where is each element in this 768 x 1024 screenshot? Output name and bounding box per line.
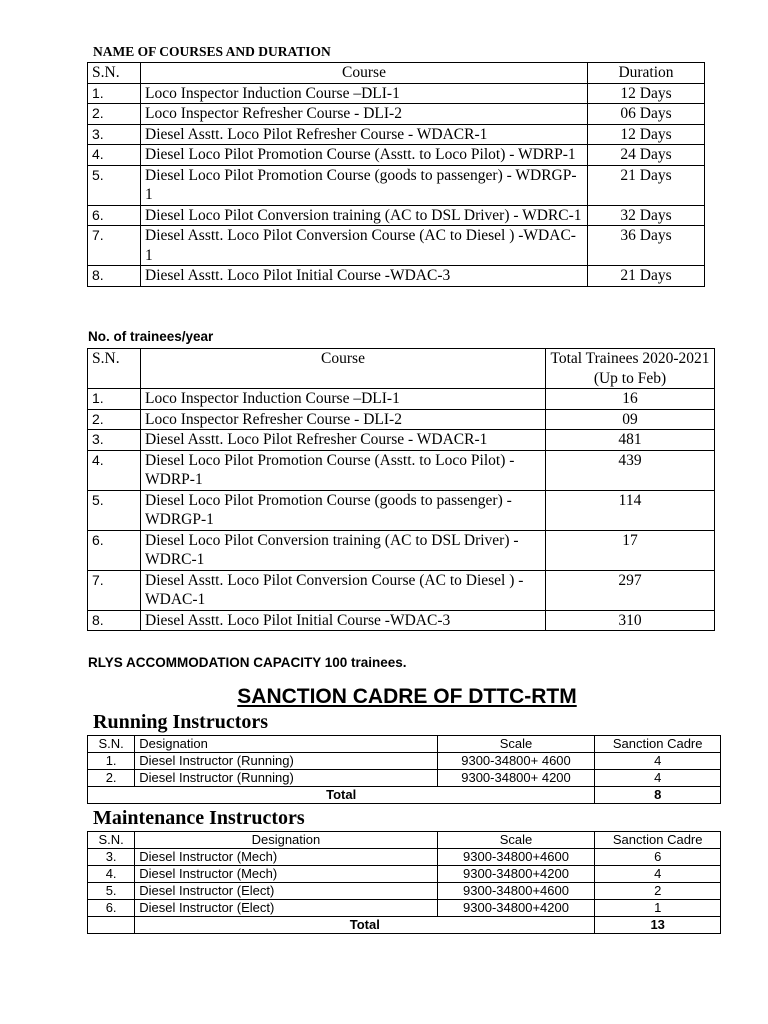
- table-row: [88, 266, 705, 287]
- row-sn: 5.: [88, 165, 141, 205]
- row-sn: 2.: [88, 409, 141, 430]
- row-total: 09: [546, 409, 715, 430]
- row-sn: 4.: [88, 145, 141, 166]
- table-row: [88, 409, 715, 430]
- table-row: [88, 530, 715, 570]
- table-row: [88, 83, 705, 104]
- row-cadre: 6: [595, 849, 721, 866]
- header-course: Course: [141, 63, 588, 84]
- row-cadre: 4: [595, 753, 721, 770]
- row-cadre: 4: [595, 770, 721, 787]
- row-course: Diesel Loco Pilot Promotion Course (Asstt. to Loco Pilot) - WDRP-1: [141, 450, 546, 490]
- table-row: [88, 849, 721, 866]
- row-total: 481: [546, 430, 715, 451]
- row-cadre: 4: [595, 866, 721, 883]
- maintenance-instructors-heading: Maintenance Instructors: [93, 807, 305, 829]
- row-designation: Diesel Instructor (Mech): [135, 866, 437, 883]
- row-course: Diesel Asstt. Loco Pilot Initial Course -WDAC-3: [141, 266, 588, 287]
- row-sn: 6.: [88, 530, 141, 570]
- row-course: Diesel Loco Pilot Promotion Course (goods to passenger) - WDRGP-1: [141, 165, 588, 205]
- row-total: 114: [546, 490, 715, 530]
- header-sn: S.N.: [88, 63, 141, 84]
- row-cadre: 1: [595, 900, 721, 917]
- row-sn: 7.: [88, 226, 141, 266]
- row-sn: 6.: [88, 900, 135, 917]
- table-row: [88, 165, 705, 205]
- trainees-table: [87, 348, 715, 631]
- table-row: [88, 124, 705, 145]
- total-empty-cell: [88, 917, 135, 934]
- row-course: Diesel Asstt. Loco Pilot Initial Course -WDAC-3: [141, 610, 546, 631]
- row-duration: 12 Days: [588, 124, 705, 145]
- row-sn: 3.: [88, 430, 141, 451]
- row-sn: 6.: [88, 205, 141, 226]
- total-value: 8: [595, 787, 721, 804]
- row-designation: Diesel Instructor (Running): [135, 770, 437, 787]
- accommodation-note: RLYS ACCOMMODATION CAPACITY 100 trainees.: [88, 655, 407, 670]
- row-cadre: 2: [595, 883, 721, 900]
- row-total: 297: [546, 570, 715, 610]
- header-designation: Designation: [135, 832, 437, 849]
- row-designation: Diesel Instructor (Mech): [135, 849, 437, 866]
- row-total: 17: [546, 530, 715, 570]
- row-course: Diesel Asstt. Loco Pilot Refresher Course - WDACR-1: [141, 430, 546, 451]
- row-sn: 4.: [88, 450, 141, 490]
- trainees-title: No. of trainees/year: [88, 329, 214, 344]
- row-course: Loco Inspector Refresher Course - DLI-2: [141, 409, 546, 430]
- header-sanction-cadre: Sanction Cadre: [595, 832, 721, 849]
- row-course: Loco Inspector Induction Course –DLI-1: [141, 83, 588, 104]
- table-row: [88, 753, 721, 770]
- header-scale: Scale: [437, 832, 595, 849]
- row-sn: 2.: [88, 770, 135, 787]
- row-duration: 12 Days: [588, 83, 705, 104]
- sanction-cadre-title: SANCTION CADRE OF DTTC-RTM: [237, 685, 577, 708]
- table-row: [88, 900, 721, 917]
- row-sn: 8.: [88, 266, 141, 287]
- table-row: [88, 610, 715, 631]
- row-course: Diesel Asstt. Loco Pilot Conversion Course (AC to Diesel ) -WDAC-1: [141, 570, 546, 610]
- table-row: [88, 226, 705, 266]
- header-duration: Duration: [588, 63, 705, 84]
- row-duration: 06 Days: [588, 104, 705, 125]
- row-course: Diesel Loco Pilot Promotion Course (goods to passenger) - WDRGP-1: [141, 490, 546, 530]
- header-total-trainees: Total Trainees 2020-2021 (Up to Feb): [546, 349, 715, 389]
- header-designation: Designation: [135, 736, 437, 753]
- header-scale: Scale: [437, 736, 595, 753]
- table-row: [88, 104, 705, 125]
- header-course: Course: [141, 349, 546, 389]
- row-duration: 21 Days: [588, 266, 705, 287]
- row-sn: 4.: [88, 866, 135, 883]
- row-designation: Diesel Instructor (Running): [135, 753, 437, 770]
- header-sn: S.N.: [88, 832, 135, 849]
- row-designation: Diesel Instructor (Elect): [135, 900, 437, 917]
- table-header-row: [88, 63, 705, 84]
- row-scale: 9300-34800+ 4600: [437, 753, 595, 770]
- row-course: Diesel Loco Pilot Conversion training (AC to DSL Driver) - WDRC-1: [141, 530, 546, 570]
- maintenance-instructors-table: [87, 831, 721, 934]
- total-label: Total: [88, 787, 595, 804]
- row-duration: 32 Days: [588, 205, 705, 226]
- row-scale: 9300-34800+4600: [437, 883, 595, 900]
- row-course: Diesel Asstt. Loco Pilot Refresher Course - WDACR-1: [141, 124, 588, 145]
- row-sn: 5.: [88, 883, 135, 900]
- table-row: [88, 570, 715, 610]
- row-sn: 3.: [88, 849, 135, 866]
- row-course: Diesel Asstt. Loco Pilot Conversion Course (AC to Diesel ) -WDAC-1: [141, 226, 588, 266]
- row-duration: 21 Days: [588, 165, 705, 205]
- row-designation: Diesel Instructor (Elect): [135, 883, 437, 900]
- row-scale: 9300-34800+ 4200: [437, 770, 595, 787]
- table-row: [88, 205, 705, 226]
- row-sn: 1.: [88, 83, 141, 104]
- header-sn: S.N.: [88, 736, 135, 753]
- running-instructors-table: [87, 735, 721, 804]
- row-sn: 8.: [88, 610, 141, 631]
- courses-duration-title: NAME OF COURSES AND DURATION: [93, 44, 331, 59]
- table-header-row: [88, 832, 721, 849]
- row-duration: 36 Days: [588, 226, 705, 266]
- row-total: 439: [546, 450, 715, 490]
- running-instructors-heading: Running Instructors: [93, 711, 269, 733]
- table-row: [88, 450, 715, 490]
- row-sn: 3.: [88, 124, 141, 145]
- table-row: [88, 389, 715, 410]
- row-course: Diesel Loco Pilot Promotion Course (Asstt. to Loco Pilot) - WDRP-1: [141, 145, 588, 166]
- table-row: [88, 770, 721, 787]
- table-row: [88, 866, 721, 883]
- row-total: 16: [546, 389, 715, 410]
- row-sn: 5.: [88, 490, 141, 530]
- header-sn: S.N.: [88, 349, 141, 389]
- row-course: Diesel Loco Pilot Conversion training (AC to DSL Driver) - WDRC-1: [141, 205, 588, 226]
- total-row: [88, 787, 721, 804]
- total-value: 13: [595, 917, 721, 934]
- row-sn: 1.: [88, 753, 135, 770]
- table-header-row: [88, 736, 721, 753]
- row-duration: 24 Days: [588, 145, 705, 166]
- total-row: [88, 917, 721, 934]
- row-sn: 7.: [88, 570, 141, 610]
- total-label: Total: [135, 917, 595, 934]
- table-row: [88, 145, 705, 166]
- row-sn: 1.: [88, 389, 141, 410]
- row-scale: 9300-34800+4600: [437, 849, 595, 866]
- courses-duration-table: [87, 62, 705, 287]
- table-row: [88, 430, 715, 451]
- row-total: 310: [546, 610, 715, 631]
- row-scale: 9300-34800+4200: [437, 866, 595, 883]
- row-course: Loco Inspector Induction Course –DLI-1: [141, 389, 546, 410]
- table-row: [88, 883, 721, 900]
- table-header-row: [88, 349, 715, 389]
- row-course: Loco Inspector Refresher Course - DLI-2: [141, 104, 588, 125]
- row-sn: 2.: [88, 104, 141, 125]
- row-scale: 9300-34800+4200: [437, 900, 595, 917]
- table-row: [88, 490, 715, 530]
- header-sanction-cadre: Sanction Cadre: [595, 736, 721, 753]
